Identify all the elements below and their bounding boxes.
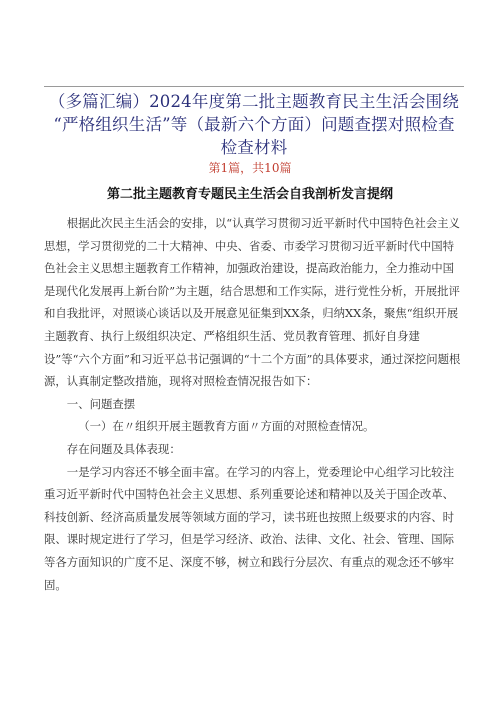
document-title-line-2: “严格组织生活”等（最新六个方面）问题查摆对照检查 xyxy=(53,115,455,134)
document-title-line-3: 检查材料 xyxy=(220,138,288,157)
document-title xyxy=(40,90,468,159)
paragraph-first-problem: 一是学习内容还不够全面丰富。在学习的内容上，党委理论中心组学习比较注重习近平新时代中国特色社会主义思想、系列重要论述和精神以及关于国企改革、科技创新、经济高质量发展等领域方面的学习，读书班也按照上级要求的内容、时限、课时规定进行了学习，但是学习经济、政治、法律、文化、社会、管理、国际等各方面知识的广度不足、深度不够，树立和践行分层次、有重点的观念还不够牢固。 xyxy=(44,464,455,592)
paragraph-intro: 根据此次民主生活会的安排，以“认真学习贯彻习近平新时代中国特色社会主义思想，学习贯彻党的二十大精神、中央、省委、市委学习贯彻习近平新时代中国特色社会主义思想主题教育工作精神，加强政治建设，提高政治能力，全力推动中国是现代化发展再上新台阶”为主题，结合思想和工作实际，进行党性分析，开展批评和自我批评，对照谈心谈话以及开展意见征集到XX条，归纳XX条，聚焦“组织开展主题教育、执行上级组织决定、严格组织生活、党员教育管理、抓好自身建设”等“六个方面”和习近平总书记强调的“十二个方面”的具体要求，通过深挖问题根源，认真制定整改措施，现将对照检查情况报告如下： xyxy=(44,216,461,389)
document-body xyxy=(44,212,462,596)
heading-problem-finding: 一、问题查摆 xyxy=(66,396,136,411)
header-divider xyxy=(44,86,464,87)
paragraph-problems-label: 存在问题及具体表现： xyxy=(66,441,181,456)
subheading-theme-education: （一）在〃组织开展主题教育方面〃方面的对照检查情况。 xyxy=(78,419,375,434)
section-title: 第二批主题教育专题民主生活会自我剖析发言提纲 xyxy=(106,187,393,202)
page-indicator: 第1篇，共10篇 xyxy=(208,161,292,175)
document-title-line-1: （多篇汇编）2024年度第二批主题教育民主生活会围绕 xyxy=(48,92,460,111)
